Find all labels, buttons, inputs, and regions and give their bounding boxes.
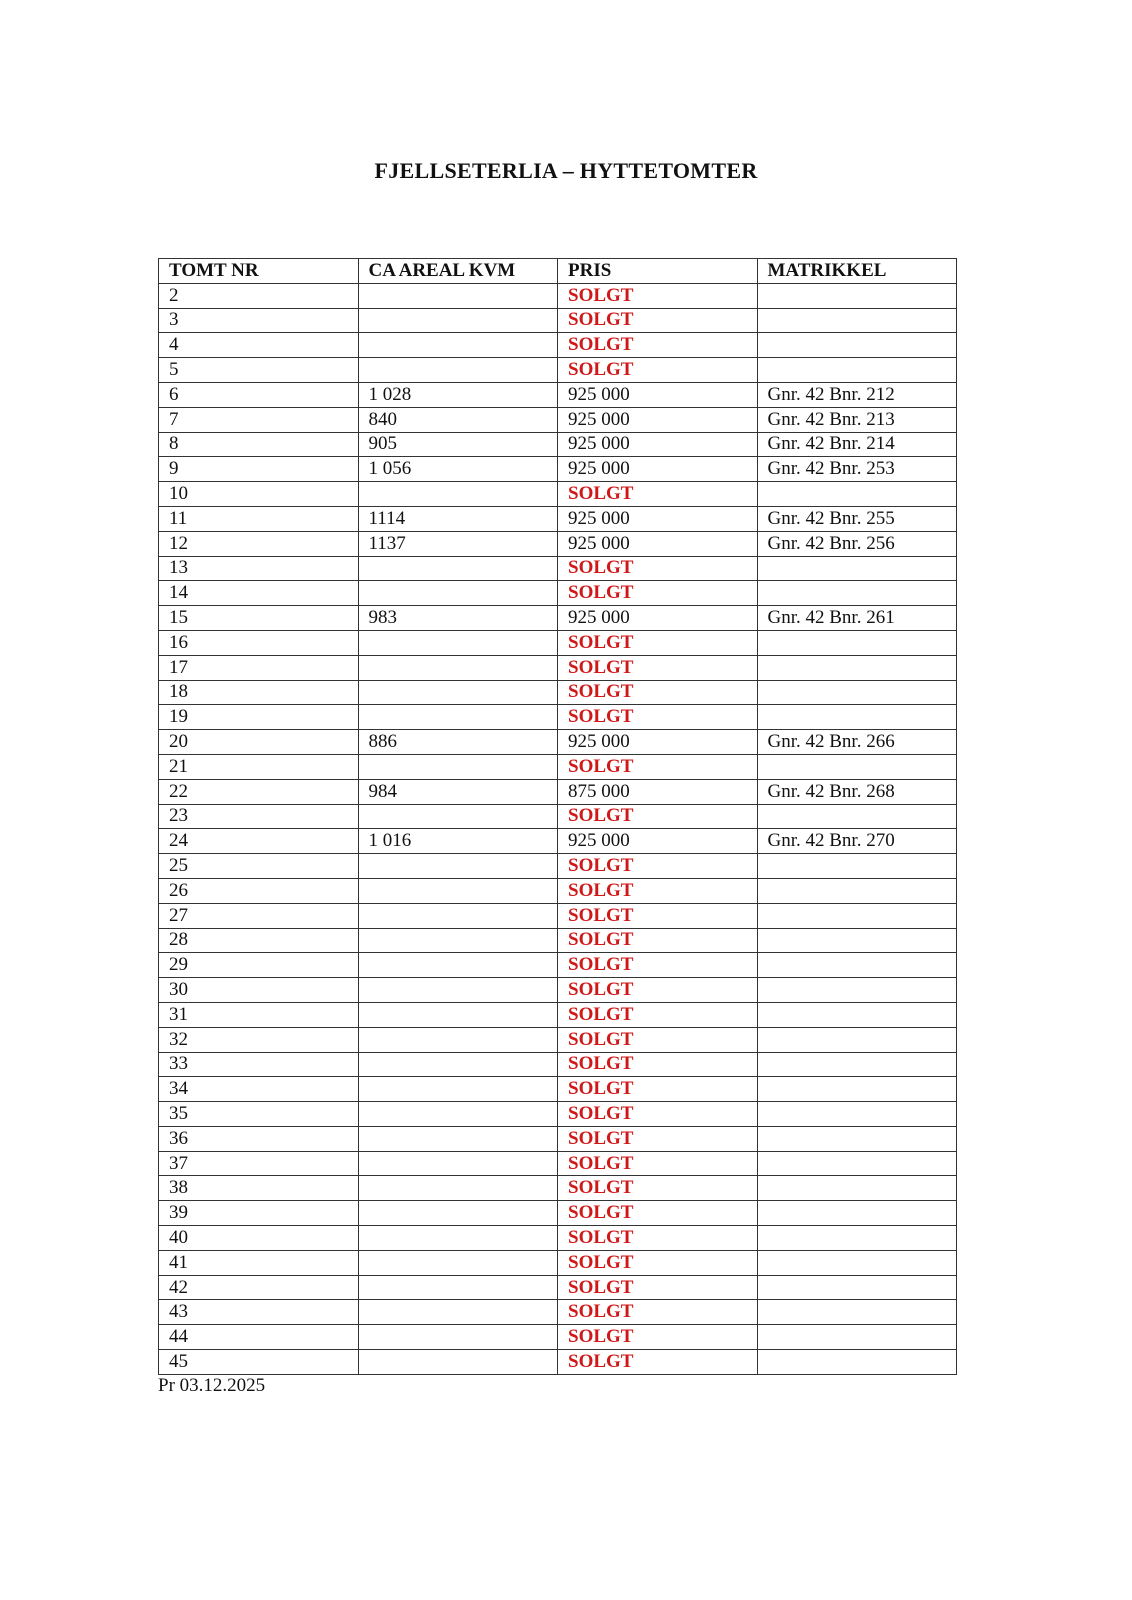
cell-tomt-nr: 16 xyxy=(159,630,359,655)
table-row xyxy=(159,978,957,1003)
cell-matrikkel: Gnr. 42 Bnr. 212 xyxy=(757,382,957,407)
cell-ca-areal-kvm xyxy=(358,854,558,879)
table-row xyxy=(159,1325,957,1350)
cell-matrikkel xyxy=(757,680,957,705)
cell-matrikkel xyxy=(757,581,957,606)
cell-pris: SOLGT xyxy=(558,1102,758,1127)
cell-pris: SOLGT xyxy=(558,1325,758,1350)
cell-tomt-nr: 7 xyxy=(159,407,359,432)
cell-matrikkel xyxy=(757,854,957,879)
cell-pris: SOLGT xyxy=(558,1126,758,1151)
table-row xyxy=(159,680,957,705)
cell-ca-areal-kvm xyxy=(358,655,558,680)
cell-matrikkel xyxy=(757,1077,957,1102)
cell-pris: SOLGT xyxy=(558,953,758,978)
cell-ca-areal-kvm: 1 016 xyxy=(358,829,558,854)
cell-tomt-nr: 25 xyxy=(159,854,359,879)
cell-matrikkel xyxy=(757,630,957,655)
table-row xyxy=(159,630,957,655)
cell-pris: 925 000 xyxy=(558,506,758,531)
cell-matrikkel xyxy=(757,1350,957,1375)
cell-ca-areal-kvm: 984 xyxy=(358,779,558,804)
cell-tomt-nr: 41 xyxy=(159,1250,359,1275)
table-row xyxy=(159,1002,957,1027)
cell-tomt-nr: 10 xyxy=(159,482,359,507)
table-row xyxy=(159,407,957,432)
cell-matrikkel xyxy=(757,1226,957,1251)
cell-pris: 925 000 xyxy=(558,829,758,854)
cell-pris: SOLGT xyxy=(558,1002,758,1027)
cell-pris: 925 000 xyxy=(558,606,758,631)
cell-pris: SOLGT xyxy=(558,1052,758,1077)
cell-tomt-nr: 33 xyxy=(159,1052,359,1077)
cell-matrikkel xyxy=(757,804,957,829)
cell-tomt-nr: 42 xyxy=(159,1275,359,1300)
table-row xyxy=(159,606,957,631)
cell-tomt-nr: 40 xyxy=(159,1226,359,1251)
cell-ca-areal-kvm xyxy=(358,1275,558,1300)
cell-pris: SOLGT xyxy=(558,1300,758,1325)
cell-tomt-nr: 26 xyxy=(159,878,359,903)
cell-ca-areal-kvm xyxy=(358,878,558,903)
cell-tomt-nr: 8 xyxy=(159,432,359,457)
cell-matrikkel xyxy=(757,1176,957,1201)
cell-ca-areal-kvm: 983 xyxy=(358,606,558,631)
cell-pris: SOLGT xyxy=(558,754,758,779)
cell-matrikkel xyxy=(757,333,957,358)
table-row xyxy=(159,829,957,854)
cell-ca-areal-kvm xyxy=(358,705,558,730)
cell-pris: SOLGT xyxy=(558,283,758,308)
cell-tomt-nr: 20 xyxy=(159,730,359,755)
cell-tomt-nr: 15 xyxy=(159,606,359,631)
cell-tomt-nr: 18 xyxy=(159,680,359,705)
table-row xyxy=(159,1151,957,1176)
header-matrikkel: MATRIKKEL xyxy=(757,259,957,284)
table-row xyxy=(159,358,957,383)
cell-ca-areal-kvm xyxy=(358,283,558,308)
table-row xyxy=(159,730,957,755)
cell-ca-areal-kvm: 1114 xyxy=(358,506,558,531)
cell-tomt-nr: 13 xyxy=(159,556,359,581)
cell-matrikkel: Gnr. 42 Bnr. 266 xyxy=(757,730,957,755)
table-row xyxy=(159,1027,957,1052)
table-header-row xyxy=(159,259,957,284)
cell-ca-areal-kvm xyxy=(358,928,558,953)
table-row xyxy=(159,1250,957,1275)
cell-ca-areal-kvm xyxy=(358,1350,558,1375)
cell-matrikkel xyxy=(757,1002,957,1027)
cell-matrikkel xyxy=(757,358,957,383)
cell-pris: 925 000 xyxy=(558,730,758,755)
cell-pris: SOLGT xyxy=(558,1176,758,1201)
table-row xyxy=(159,655,957,680)
table-row xyxy=(159,382,957,407)
cell-pris: 925 000 xyxy=(558,432,758,457)
cell-pris: 925 000 xyxy=(558,457,758,482)
cell-pris: SOLGT xyxy=(558,1201,758,1226)
cell-ca-areal-kvm xyxy=(358,754,558,779)
cell-pris: SOLGT xyxy=(558,358,758,383)
cell-ca-areal-kvm: 886 xyxy=(358,730,558,755)
cell-ca-areal-kvm: 1 028 xyxy=(358,382,558,407)
cell-ca-areal-kvm xyxy=(358,1201,558,1226)
cell-pris: 925 000 xyxy=(558,382,758,407)
cell-pris: SOLGT xyxy=(558,333,758,358)
table-row xyxy=(159,333,957,358)
cell-matrikkel xyxy=(757,1126,957,1151)
cell-pris: SOLGT xyxy=(558,556,758,581)
table-row xyxy=(159,1052,957,1077)
cell-tomt-nr: 17 xyxy=(159,655,359,680)
cell-matrikkel: Gnr. 42 Bnr. 268 xyxy=(757,779,957,804)
table-row xyxy=(159,903,957,928)
cell-pris: 875 000 xyxy=(558,779,758,804)
cell-ca-areal-kvm xyxy=(358,978,558,1003)
table-row xyxy=(159,854,957,879)
cell-tomt-nr: 19 xyxy=(159,705,359,730)
cell-matrikkel xyxy=(757,1201,957,1226)
cell-ca-areal-kvm xyxy=(358,1126,558,1151)
cell-pris: SOLGT xyxy=(558,1077,758,1102)
cell-tomt-nr: 39 xyxy=(159,1201,359,1226)
table-row xyxy=(159,283,957,308)
cell-pris: SOLGT xyxy=(558,1275,758,1300)
cell-tomt-nr: 28 xyxy=(159,928,359,953)
cell-matrikkel xyxy=(757,903,957,928)
cell-ca-areal-kvm xyxy=(358,903,558,928)
cell-matrikkel xyxy=(757,1027,957,1052)
table-row xyxy=(159,556,957,581)
cell-tomt-nr: 4 xyxy=(159,333,359,358)
cell-matrikkel xyxy=(757,1325,957,1350)
cell-matrikkel: Gnr. 42 Bnr. 214 xyxy=(757,432,957,457)
cell-pris: SOLGT xyxy=(558,630,758,655)
lots-table xyxy=(158,258,957,1375)
cell-ca-areal-kvm xyxy=(358,308,558,333)
table-row xyxy=(159,581,957,606)
cell-ca-areal-kvm xyxy=(358,680,558,705)
cell-ca-areal-kvm xyxy=(358,1077,558,1102)
cell-ca-areal-kvm xyxy=(358,1027,558,1052)
cell-tomt-nr: 6 xyxy=(159,382,359,407)
cell-matrikkel xyxy=(757,283,957,308)
cell-pris: SOLGT xyxy=(558,854,758,879)
table-row xyxy=(159,308,957,333)
cell-tomt-nr: 35 xyxy=(159,1102,359,1127)
cell-ca-areal-kvm xyxy=(358,1151,558,1176)
cell-matrikkel xyxy=(757,928,957,953)
cell-matrikkel xyxy=(757,1275,957,1300)
cell-pris: SOLGT xyxy=(558,978,758,1003)
cell-tomt-nr: 22 xyxy=(159,779,359,804)
cell-matrikkel: Gnr. 42 Bnr. 256 xyxy=(757,531,957,556)
cell-matrikkel xyxy=(757,482,957,507)
cell-matrikkel: Gnr. 42 Bnr. 253 xyxy=(757,457,957,482)
table-row xyxy=(159,457,957,482)
cell-matrikkel xyxy=(757,655,957,680)
cell-tomt-nr: 31 xyxy=(159,1002,359,1027)
cell-tomt-nr: 27 xyxy=(159,903,359,928)
cell-ca-areal-kvm xyxy=(358,804,558,829)
table-row xyxy=(159,1126,957,1151)
cell-matrikkel xyxy=(757,1250,957,1275)
table-row xyxy=(159,779,957,804)
cell-ca-areal-kvm: 905 xyxy=(358,432,558,457)
cell-ca-areal-kvm xyxy=(358,1176,558,1201)
table-row xyxy=(159,1275,957,1300)
cell-tomt-nr: 11 xyxy=(159,506,359,531)
table-row xyxy=(159,531,957,556)
cell-ca-areal-kvm xyxy=(358,1325,558,1350)
cell-matrikkel xyxy=(757,556,957,581)
table-row xyxy=(159,1201,957,1226)
cell-pris: SOLGT xyxy=(558,308,758,333)
cell-ca-areal-kvm xyxy=(358,556,558,581)
cell-ca-areal-kvm xyxy=(358,1226,558,1251)
cell-tomt-nr: 37 xyxy=(159,1151,359,1176)
cell-pris: SOLGT xyxy=(558,1226,758,1251)
cell-matrikkel xyxy=(757,953,957,978)
cell-pris: SOLGT xyxy=(558,903,758,928)
table-row xyxy=(159,1300,957,1325)
table-row xyxy=(159,953,957,978)
cell-matrikkel xyxy=(757,705,957,730)
header-tomt-nr: TOMT NR xyxy=(159,259,359,284)
table-row xyxy=(159,928,957,953)
cell-pris: SOLGT xyxy=(558,1350,758,1375)
cell-tomt-nr: 44 xyxy=(159,1325,359,1350)
cell-ca-areal-kvm xyxy=(358,1102,558,1127)
cell-pris: SOLGT xyxy=(558,581,758,606)
cell-pris: SOLGT xyxy=(558,680,758,705)
cell-pris: SOLGT xyxy=(558,1250,758,1275)
cell-pris: SOLGT xyxy=(558,482,758,507)
cell-pris: SOLGT xyxy=(558,655,758,680)
cell-matrikkel xyxy=(757,878,957,903)
cell-ca-areal-kvm: 840 xyxy=(358,407,558,432)
page-title: FJELLSETERLIA – HYTTETOMTER xyxy=(374,158,758,183)
cell-matrikkel xyxy=(757,1300,957,1325)
table-row xyxy=(159,1226,957,1251)
cell-tomt-nr: 9 xyxy=(159,457,359,482)
cell-matrikkel: Gnr. 42 Bnr. 270 xyxy=(757,829,957,854)
cell-matrikkel: Gnr. 42 Bnr. 213 xyxy=(757,407,957,432)
cell-ca-areal-kvm xyxy=(358,482,558,507)
cell-matrikkel xyxy=(757,1052,957,1077)
cell-tomt-nr: 32 xyxy=(159,1027,359,1052)
cell-tomt-nr: 38 xyxy=(159,1176,359,1201)
cell-tomt-nr: 12 xyxy=(159,531,359,556)
table-row xyxy=(159,1077,957,1102)
cell-ca-areal-kvm xyxy=(358,1002,558,1027)
table-row xyxy=(159,506,957,531)
cell-tomt-nr: 43 xyxy=(159,1300,359,1325)
cell-ca-areal-kvm: 1 056 xyxy=(358,457,558,482)
table-row xyxy=(159,1102,957,1127)
cell-tomt-nr: 5 xyxy=(159,358,359,383)
cell-ca-areal-kvm xyxy=(358,630,558,655)
cell-pris: SOLGT xyxy=(558,928,758,953)
cell-pris: SOLGT xyxy=(558,705,758,730)
cell-matrikkel xyxy=(757,1151,957,1176)
table-row xyxy=(159,482,957,507)
cell-ca-areal-kvm xyxy=(358,1300,558,1325)
cell-pris: SOLGT xyxy=(558,878,758,903)
cell-matrikkel: Gnr. 42 Bnr. 255 xyxy=(757,506,957,531)
header-ca-areal-kvm: CA AREAL KVM xyxy=(358,259,558,284)
cell-pris: SOLGT xyxy=(558,1151,758,1176)
cell-tomt-nr: 29 xyxy=(159,953,359,978)
cell-ca-areal-kvm xyxy=(358,1250,558,1275)
table-row xyxy=(159,1176,957,1201)
cell-matrikkel xyxy=(757,308,957,333)
cell-tomt-nr: 21 xyxy=(159,754,359,779)
cell-ca-areal-kvm: 1137 xyxy=(358,531,558,556)
cell-tomt-nr: 23 xyxy=(159,804,359,829)
cell-tomt-nr: 30 xyxy=(159,978,359,1003)
table-row xyxy=(159,432,957,457)
footer-date: Pr 03.12.2025 xyxy=(158,1375,266,1396)
cell-pris: SOLGT xyxy=(558,1027,758,1052)
table-row xyxy=(159,705,957,730)
cell-matrikkel xyxy=(757,978,957,1003)
table-row xyxy=(159,804,957,829)
cell-matrikkel: Gnr. 42 Bnr. 261 xyxy=(757,606,957,631)
header-pris: PRIS xyxy=(558,259,758,284)
cell-tomt-nr: 14 xyxy=(159,581,359,606)
cell-ca-areal-kvm xyxy=(358,581,558,606)
table-row xyxy=(159,878,957,903)
lots-table-body xyxy=(159,283,957,1374)
cell-pris: 925 000 xyxy=(558,531,758,556)
table-row xyxy=(159,754,957,779)
cell-ca-areal-kvm xyxy=(358,358,558,383)
cell-ca-areal-kvm xyxy=(358,953,558,978)
cell-ca-areal-kvm xyxy=(358,333,558,358)
cell-ca-areal-kvm xyxy=(358,1052,558,1077)
cell-tomt-nr: 45 xyxy=(159,1350,359,1375)
cell-tomt-nr: 36 xyxy=(159,1126,359,1151)
cell-pris: 925 000 xyxy=(558,407,758,432)
table-row xyxy=(159,1350,957,1375)
cell-tomt-nr: 34 xyxy=(159,1077,359,1102)
cell-matrikkel xyxy=(757,1102,957,1127)
cell-tomt-nr: 3 xyxy=(159,308,359,333)
cell-tomt-nr: 2 xyxy=(159,283,359,308)
cell-matrikkel xyxy=(757,754,957,779)
cell-pris: SOLGT xyxy=(558,804,758,829)
cell-tomt-nr: 24 xyxy=(159,829,359,854)
